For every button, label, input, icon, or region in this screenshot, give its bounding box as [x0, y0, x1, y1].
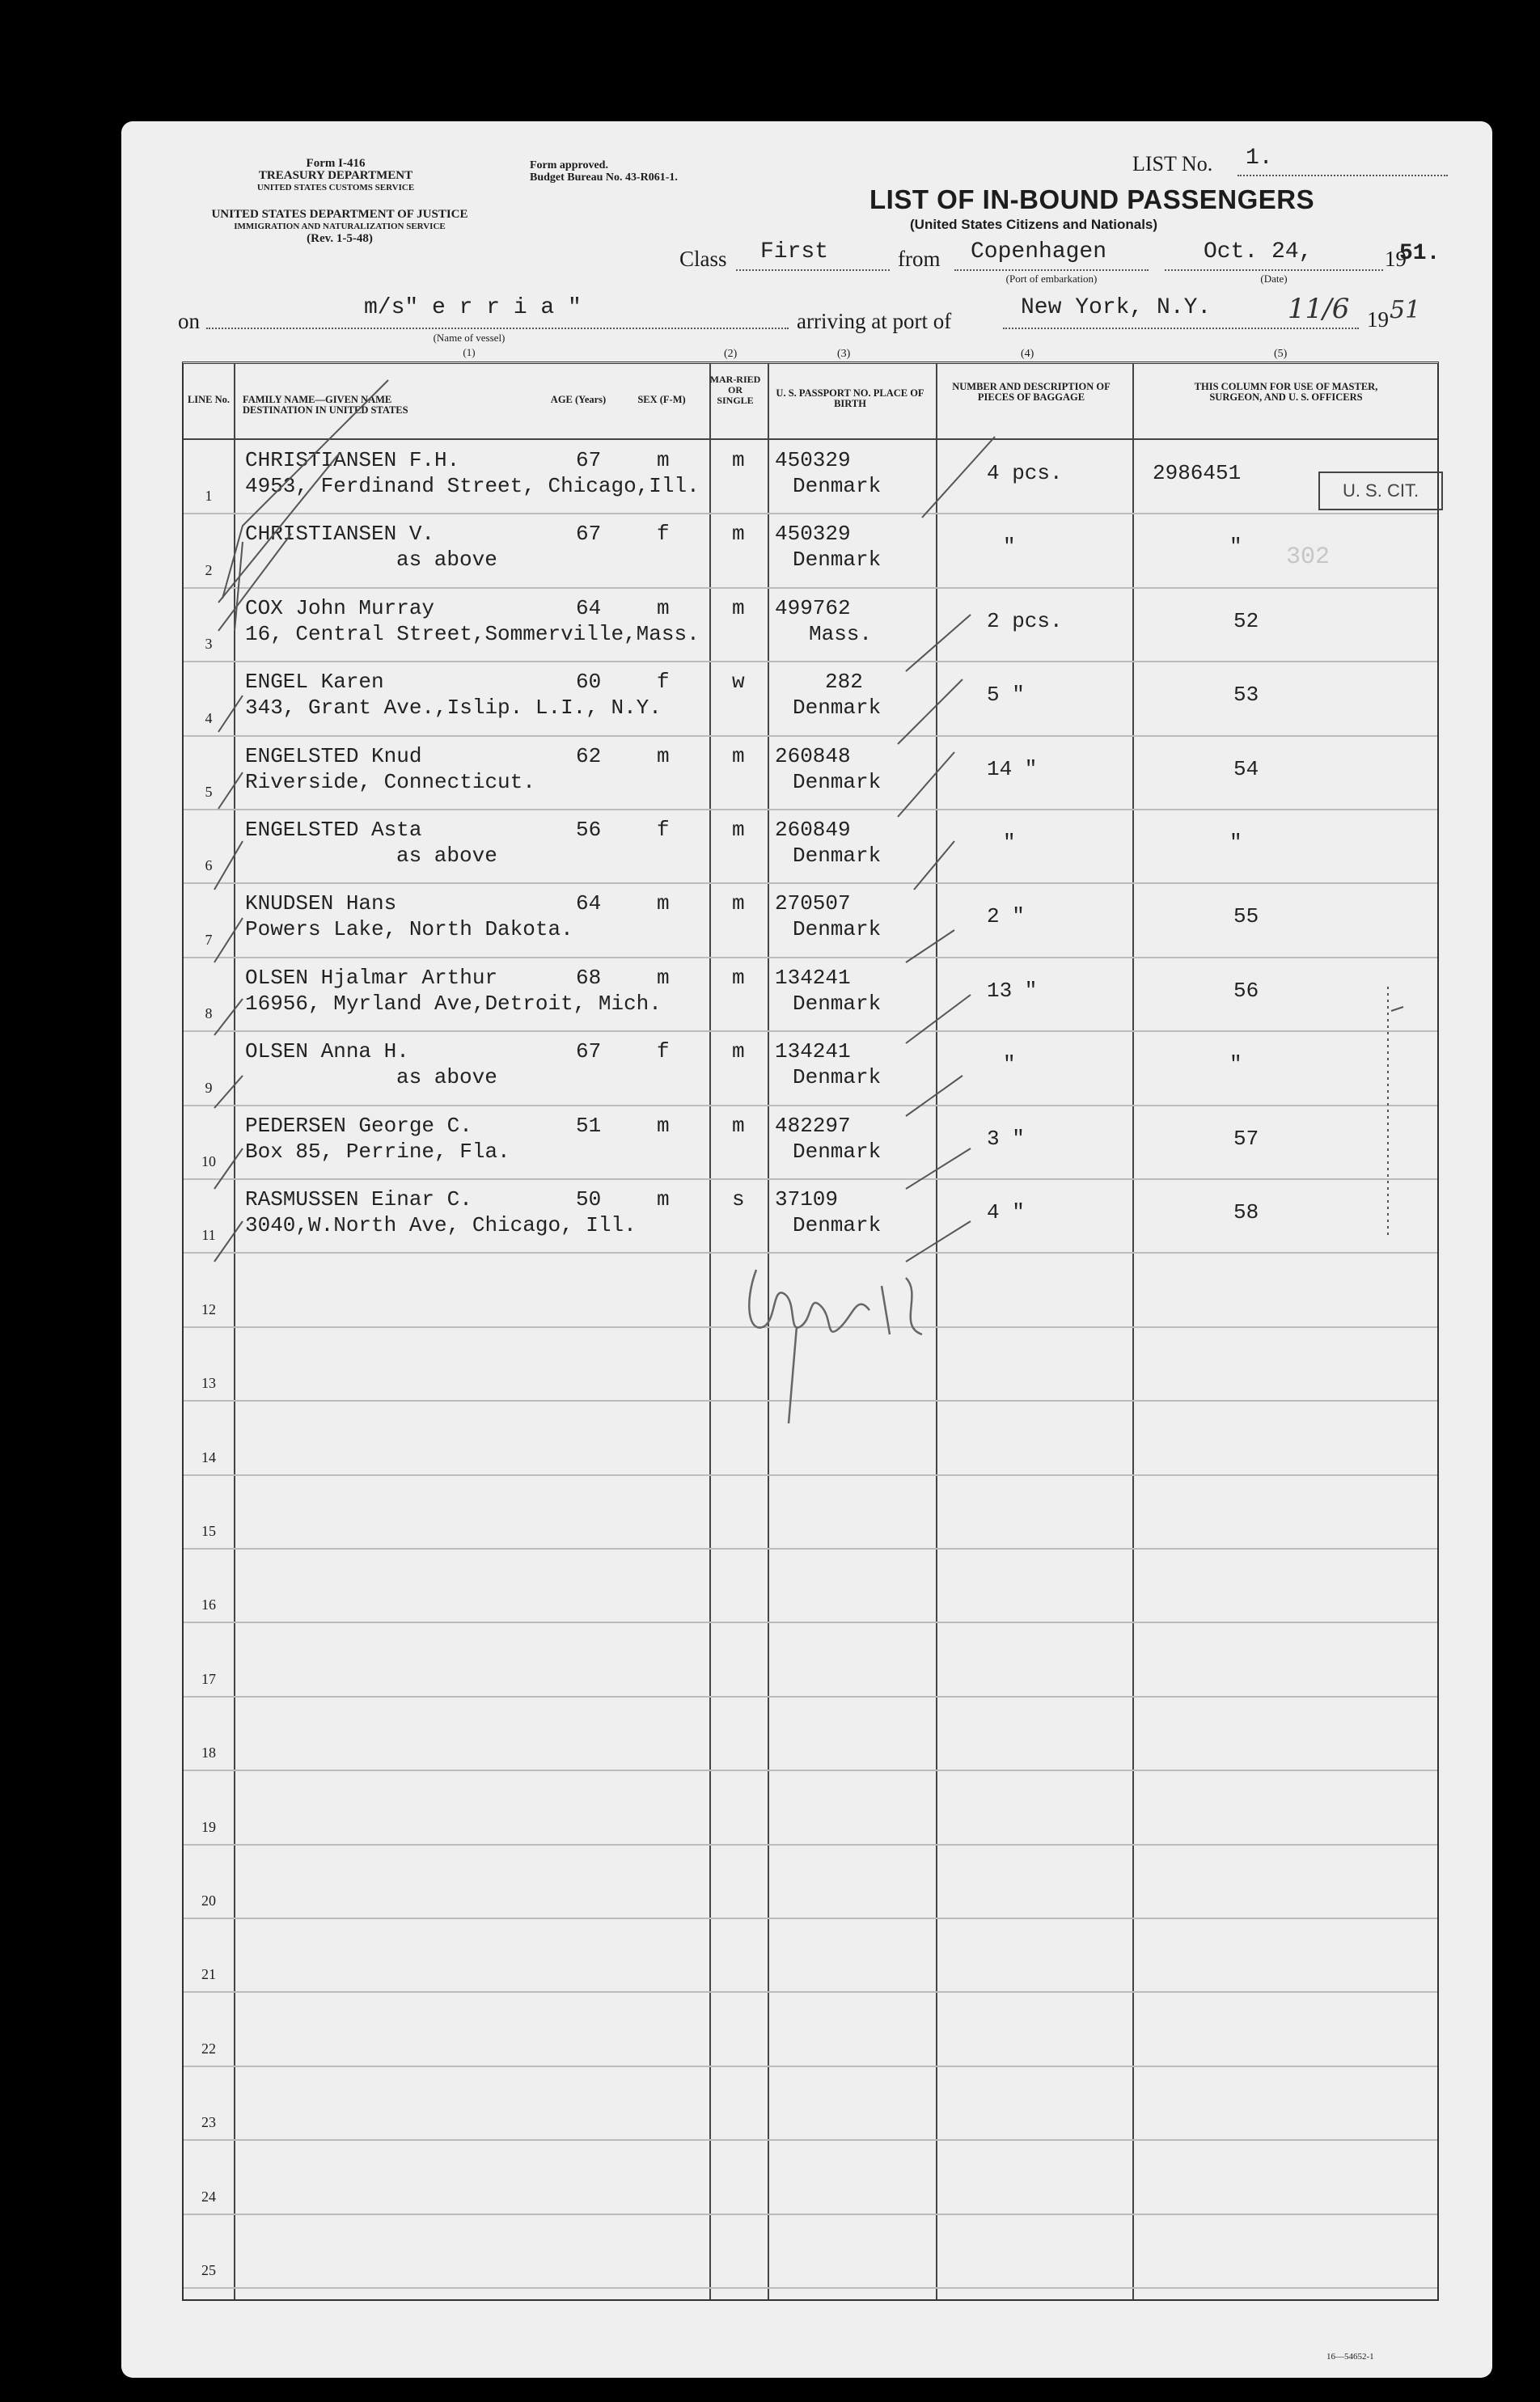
year-prefix: 19	[1385, 247, 1407, 271]
col-3-number: (3)	[837, 348, 851, 360]
line-number: 17	[201, 1670, 216, 1687]
line-number: 7	[205, 931, 213, 948]
header-officers: THIS COLUMN FOR USE OF MASTER, SURGEON, AND U. S. OFFICERS	[1194, 381, 1378, 403]
passenger-destination: 16956, Myrland Ave,Detroit, Mich.	[245, 991, 662, 1016]
passenger-name: KNUDSEN Hans	[245, 891, 397, 916]
line-number: 6	[205, 857, 213, 874]
form-number: Form I-416	[306, 157, 366, 170]
vessel-caption: (Name of vessel)	[433, 332, 506, 344]
header-sex: SEX (F-M)	[637, 394, 686, 405]
passenger-marital-status: m	[732, 522, 745, 547]
passport-number: 450329	[775, 448, 851, 472]
passenger-sex: m	[657, 1113, 670, 1138]
passenger-sex: m	[657, 1187, 670, 1212]
officer-note: 54	[1233, 756, 1259, 781]
passenger-marital-status: m	[732, 743, 745, 768]
passenger-age: 50	[576, 1187, 602, 1212]
baggage-description: 2 "	[987, 904, 1025, 929]
passenger-age: 67	[576, 448, 602, 472]
class-value: First	[760, 239, 829, 264]
page-title: LIST OF IN-BOUND PASSENGERS	[869, 184, 1315, 214]
embark-date: Oct. 24,	[1204, 239, 1313, 264]
passenger-age: 51	[576, 1113, 602, 1138]
line-number: 1	[205, 488, 213, 505]
passenger-destination: as above	[396, 1065, 497, 1090]
passenger-destination: Powers Lake, North Dakota.	[245, 917, 573, 942]
baggage-description: 3 "	[987, 1126, 1025, 1151]
place-of-birth: Denmark	[793, 917, 882, 942]
line-number: 5	[205, 784, 213, 800]
embark-port: Copenhagen	[971, 239, 1107, 264]
revision-date: (Rev. 1-5-48)	[307, 232, 373, 245]
ins-service: IMMIGRATION AND NATURALIZATION SERVICE	[234, 222, 446, 231]
passenger-name: RASMUSSEN Einar C.	[245, 1187, 472, 1212]
passport-number: 282	[825, 670, 863, 695]
place-of-birth: Denmark	[793, 474, 882, 498]
place-of-birth: Denmark	[793, 844, 882, 868]
place-of-birth: Denmark	[793, 548, 882, 573]
baggage-description: 13 "	[987, 978, 1038, 1003]
date-caption: (Date)	[1260, 273, 1288, 285]
line-number: 3	[205, 636, 213, 653]
line-number: 25	[201, 2262, 216, 2278]
passenger-marital-status: m	[732, 1039, 745, 1064]
passenger-destination: Riverside, Connecticut.	[245, 769, 535, 794]
passenger-marital-status: m	[732, 891, 745, 916]
passenger-name: OLSEN Anna H.	[245, 1039, 409, 1064]
passenger-destination: as above	[396, 844, 497, 868]
embark-year: 51.	[1399, 241, 1441, 266]
passenger-name: PEDERSEN George C.	[245, 1113, 472, 1138]
passenger-name: ENGELSTED Asta	[245, 818, 422, 842]
passenger-age: 62	[576, 743, 602, 768]
place-of-birth: Denmark	[793, 991, 882, 1016]
place-of-birth: Denmark	[793, 769, 882, 794]
signature-scribble	[749, 1270, 922, 1423]
passenger-destination: 4953, Ferdinand Street, Chicago,Ill.	[245, 474, 700, 498]
passenger-sex: m	[657, 448, 670, 472]
passenger-sex: f	[657, 1039, 670, 1064]
line-number: 15	[201, 1523, 216, 1539]
header-line-no: LINE No.	[187, 394, 231, 405]
arriving-label: arriving at port of	[797, 309, 952, 333]
passport-number: 499762	[775, 595, 851, 620]
passport-number: 270507	[775, 891, 851, 916]
passenger-destination: as above	[396, 548, 497, 573]
form-approved: Form approved.	[530, 159, 608, 171]
officer-note: 53	[1233, 683, 1259, 708]
place-of-birth: Denmark	[793, 1213, 882, 1237]
header-age: AGE (Years)	[550, 394, 607, 405]
passenger-marital-status: m	[732, 818, 745, 842]
passenger-sex: f	[657, 670, 670, 695]
col-2-number: (2)	[724, 348, 738, 360]
passenger-age: 67	[576, 522, 602, 547]
page-subtitle: (United States Citizens and Nationals)	[910, 217, 1158, 232]
passenger-name: ENGELSTED Knud	[245, 743, 422, 768]
passenger-name: CHRISTIANSEN F.H.	[245, 448, 460, 472]
officer-note: 52	[1233, 608, 1259, 633]
baggage-description: 14 "	[987, 756, 1038, 781]
faded-number: 302	[1286, 543, 1331, 571]
place-of-birth: Denmark	[793, 1065, 882, 1090]
arrival-year-prefix: 19	[1367, 307, 1389, 332]
line-number: 16	[201, 1596, 216, 1613]
baggage-description: "	[1003, 535, 1016, 560]
line-number: 18	[201, 1744, 216, 1761]
passenger-destination: 3040,W.North Ave, Chicago, Ill.	[245, 1213, 637, 1237]
passport-number: 450329	[775, 522, 851, 547]
line-number: 11	[201, 1227, 216, 1244]
officer-note: 2986451	[1153, 461, 1242, 485]
passenger-age: 64	[576, 595, 602, 620]
passport-number: 260848	[775, 743, 851, 768]
passenger-marital-status: m	[732, 965, 745, 990]
passenger-marital-status: w	[732, 670, 745, 695]
passenger-name: OLSEN Hjalmar Arthur	[245, 965, 498, 990]
list-number: 1.	[1246, 146, 1273, 171]
place-of-birth: Denmark	[793, 1139, 882, 1164]
passenger-sex: f	[657, 818, 670, 842]
line-number: 20	[201, 1892, 216, 1909]
line-number: 22	[201, 2040, 216, 2057]
passport-number: 37109	[775, 1187, 839, 1212]
header-baggage: NUMBER AND DESCRIPTION OF PIECES OF BAGGAGE	[952, 381, 1111, 403]
baggage-description: 5 "	[987, 683, 1025, 708]
header-passport: U. S. PASSPORT NO. PLACE OF BIRTH	[776, 387, 924, 409]
passenger-marital-status: m	[732, 1113, 745, 1138]
header-married: MAR-RIED OR SINGLE	[709, 374, 761, 406]
customs-service: UNITED STATES CUSTOMS SERVICE	[256, 183, 415, 192]
baggage-description: 2 pcs.	[987, 608, 1063, 633]
place-of-birth: Mass.	[809, 621, 873, 646]
baggage-description: "	[1003, 1052, 1016, 1077]
line-number: 12	[201, 1300, 216, 1317]
col-4-number: (4)	[1021, 348, 1034, 360]
officer-note: 56	[1233, 978, 1259, 1003]
passenger-destination: 343, Grant Ave.,Islip. L.I., N.Y.	[245, 696, 662, 721]
officer-note: 57	[1233, 1126, 1259, 1151]
passenger-age: 56	[576, 818, 602, 842]
line-number: 19	[201, 1818, 216, 1835]
budget-bureau: Budget Bureau No. 43-R061-1.	[530, 171, 678, 184]
line-number: 8	[205, 1005, 213, 1022]
form-footer-code: 16—54652-1	[1326, 2352, 1374, 2362]
passenger-name: CHRISTIANSEN V.	[245, 522, 435, 547]
header-name: FAMILY NAME—GIVEN NAME DESTINATION IN UNITED STATES	[243, 394, 408, 416]
passenger-destination: Box 85, Perrine, Fla.	[245, 1139, 510, 1164]
passenger-sex: m	[657, 891, 670, 916]
passenger-age: 67	[576, 1039, 602, 1064]
passenger-marital-status: m	[732, 595, 745, 620]
on-label: on	[178, 309, 200, 333]
passport-number: 134241	[775, 965, 851, 990]
passenger-destination: 16, Central Street,Sommerville,Mass.	[245, 621, 700, 646]
passport-number: 260849	[775, 818, 851, 842]
col-1-number: (1)	[463, 346, 476, 358]
passport-number: 482297	[775, 1113, 851, 1138]
officer-note: "	[1229, 831, 1242, 855]
arrival-year: 51	[1390, 296, 1421, 324]
vessel-name: m/s" e r r i a "	[364, 295, 582, 320]
passport-number: 134241	[775, 1039, 851, 1064]
col-5-number: (5)	[1274, 348, 1288, 360]
arrival-port: New York, N.Y.	[1021, 295, 1212, 320]
officer-note: 58	[1233, 1200, 1259, 1224]
officer-note: 55	[1233, 904, 1259, 929]
line-number: 24	[201, 2188, 216, 2205]
us-citizen-stamp: U. S. CIT.	[1318, 472, 1443, 510]
officer-note: "	[1229, 535, 1242, 560]
passenger-name: ENGEL Karen	[245, 670, 384, 695]
line-number: 14	[201, 1448, 216, 1465]
passenger-sex: f	[657, 522, 670, 547]
passenger-age: 60	[576, 670, 602, 695]
line-number: 21	[201, 1966, 216, 1983]
passenger-marital-status: m	[732, 448, 745, 472]
treasury-dept: TREASURY DEPARTMENT	[258, 169, 413, 182]
officer-note: "	[1229, 1052, 1242, 1077]
line-number: 9	[205, 1079, 213, 1096]
class-label: Class	[679, 247, 727, 271]
passenger-age: 68	[576, 965, 602, 990]
baggage-description: 4 "	[987, 1200, 1025, 1224]
passenger-sex: m	[657, 595, 670, 620]
line-number: 10	[201, 1153, 216, 1169]
list-no-label: LIST No.	[1132, 152, 1213, 175]
baggage-description: 4 pcs.	[987, 461, 1063, 485]
passenger-sex: m	[657, 743, 670, 768]
passenger-name: COX John Murray	[245, 595, 435, 620]
passenger-age: 64	[576, 891, 602, 916]
baggage-description: "	[1003, 831, 1016, 855]
place-of-birth: Denmark	[793, 696, 882, 721]
passenger-sex: m	[657, 965, 670, 990]
line-number: 2	[205, 561, 213, 578]
arrival-date: 11/6	[1288, 293, 1350, 325]
passenger-marital-status: s	[732, 1187, 745, 1212]
port-caption: (Port of embarkation)	[1005, 273, 1098, 285]
line-number: 13	[201, 1375, 216, 1392]
line-number: 4	[205, 709, 213, 726]
justice-dept: UNITED STATES DEPARTMENT OF JUSTICE	[211, 208, 468, 221]
line-number: 23	[201, 2114, 216, 2131]
from-label: from	[898, 247, 941, 271]
